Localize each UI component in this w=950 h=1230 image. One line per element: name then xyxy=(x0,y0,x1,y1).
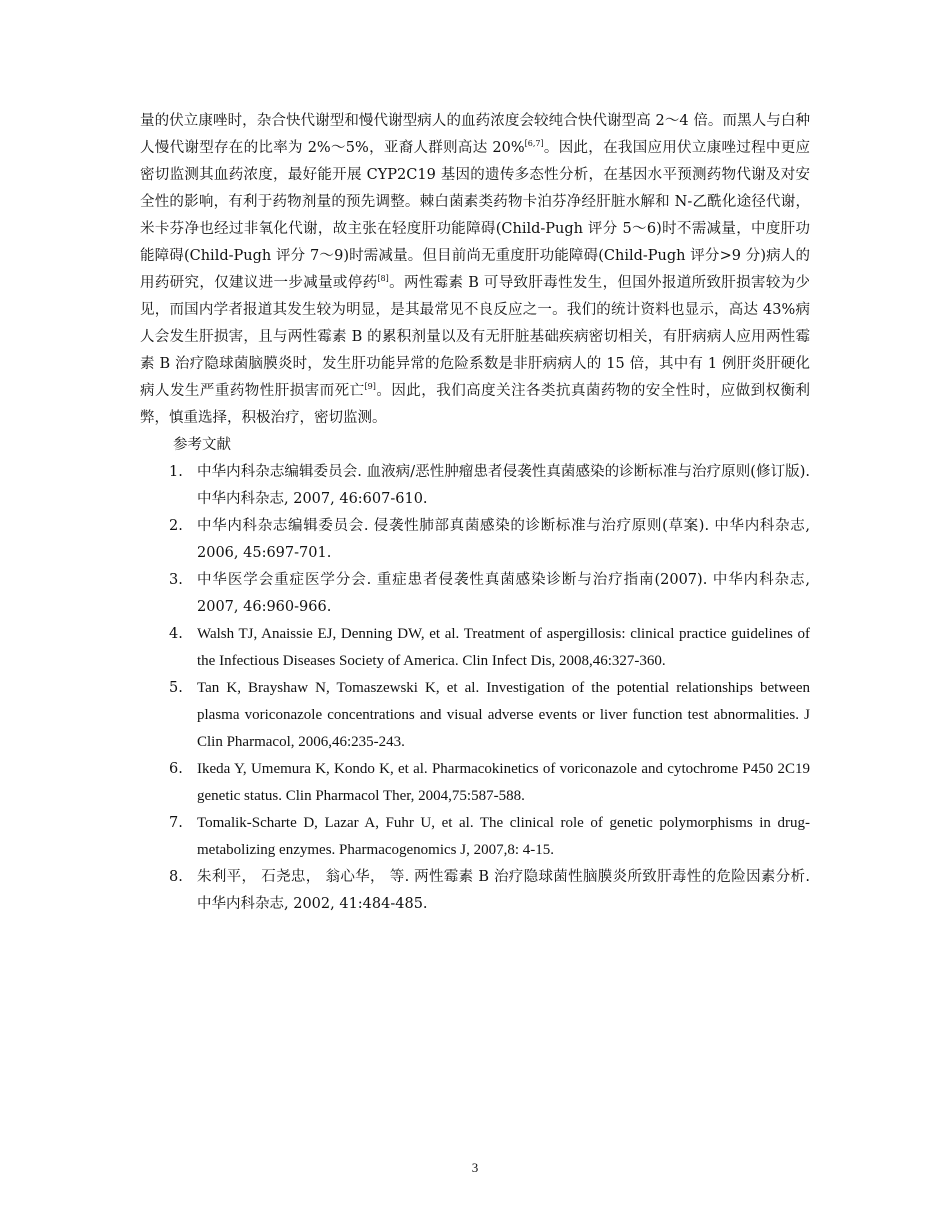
reference-number: 7. xyxy=(169,815,183,831)
reference-number: 8. xyxy=(169,869,183,885)
body-text-segment: 量的伏立康唑时，杂合快代谢型和慢代谢型病人的血药浓度会较纯合快代谢型高 2～4 倍。而黑人与白种人慢代谢型存在的比率为 2%～5%，亚裔人群则高达 20% xyxy=(140,113,810,156)
reference-number: 2. xyxy=(169,518,183,534)
reference-text: Walsh TJ, Anaissie EJ, Denning DW, et al. Treatment of aspergillosis: clinical practice guidelines of the Infectious Diseases Society of America. Clin Infect Dis, 2008,46:327-360. xyxy=(197,626,810,669)
reference-number: 1. xyxy=(169,464,183,480)
reference-number: 3. xyxy=(169,572,183,588)
reference-number: 6. xyxy=(169,761,183,777)
reference-number: 4. xyxy=(169,626,183,642)
page-number: 3 xyxy=(471,1160,479,1175)
body-text-segment: 。两性霉素 B 可导致肝毒性发生，但国外报道所致肝损害较为少见，而国内学者报道其发生较为明显，是其最常见不良反应之一。我们的统计资料也显示，高达 43%病人会发生肝损害，且与两性霉素 B 的累积剂量以及有无肝脏基础疾病密切相关，有肝病病人应用两性霉素 B 治疗隐球菌脑膜炎时，发生肝功能异常的危险系数是非肝病病人的 15 倍，其中有 1 例肝炎肝硬化病人发生严重药物性肝损害而死亡 xyxy=(140,275,811,399)
reference-item xyxy=(140,459,810,513)
body-paragraph xyxy=(140,108,810,432)
body-text-segment: 。因此，在我国应用伏立康唑过程中更应密切监测其血药浓度，最好能开展 CYP2C19 基因的遗传多态性分析，在基因水平预测药物代谢及对安全性的影响，有利于药物剂量的预先调整。棘白菌素类药物卡泊芬净经肝脏水解和 N-乙酰化途径代谢，米卡芬净也经过非氧化代谢，故主张在轻度肝功能障碍(Child-Pugh 评分 5～6)时不需减量，中度肝功能障碍(Child-Pugh 评分 7～9)时需减量。但目前尚无重度肝功能障碍(Child-Pugh 评分>9 分)病人的用药研究，仅建议进一步减量或停药 xyxy=(140,140,810,291)
citation-marker: [9] xyxy=(364,382,376,391)
reference-item xyxy=(140,810,810,864)
reference-item xyxy=(140,864,810,918)
reference-item xyxy=(140,567,810,621)
reference-item xyxy=(140,621,810,675)
reference-text: 朱利平， 石尧忠， 翁心华， 等. 两性霉素 B 治疗隐球菌性脑膜炎所致肝毒性的危险因素分析. 中华内科杂志, 2002, 41:484-485. xyxy=(197,869,810,912)
reference-text: 中华内科杂志编辑委员会. 侵袭性肺部真菌感染的诊断标准与治疗原则(草案). 中华内科杂志, 2006, 45:697-701. xyxy=(197,518,810,561)
reference-number: 5. xyxy=(169,680,183,696)
reference-text: 中华医学会重症医学分会. 重症患者侵袭性真菌感染诊断与治疗指南(2007). 中华内科杂志, 2007, 46:960-966. xyxy=(197,572,810,615)
body-text-segment: 。因此，我们高度关注各类抗真菌药物的安全性时，应做到权衡利弊，慎重选择，积极治疗，密切监测。 xyxy=(140,383,811,426)
citation-marker: [6,7] xyxy=(524,139,544,148)
page-body xyxy=(140,108,810,918)
citation-marker: [8] xyxy=(377,274,389,283)
references-heading: 参考文献 xyxy=(173,437,231,453)
reference-item xyxy=(140,756,810,810)
reference-text: Tomalik-Scharte D, Lazar A, Fuhr U, et al. The clinical role of genetic polymorphisms in drug-metabolizing enzymes. Pharmacogenomics J, 2007,8: 4-15. xyxy=(197,815,810,858)
reference-text: Ikeda Y, Umemura K, Kondo K, et al. Pharmacokinetics of voriconazole and cytochrome P450 2C19 genetic status. Clin Pharmacol Ther, 2004,75:587-588. xyxy=(197,761,810,804)
reference-item xyxy=(140,513,810,567)
reference-list xyxy=(140,459,810,918)
reference-item xyxy=(140,675,810,756)
reference-text: Tan K, Brayshaw N, Tomaszewski K, et al. Investigation of the potential relationships between plasma voriconazole concentrations and visual adverse events or liver function test abnormalities. J Clin Pharmacol, 2006,46:235-243. xyxy=(197,680,810,750)
reference-text: 中华内科杂志编辑委员会. 血液病/恶性肿瘤患者侵袭性真菌感染的诊断标准与治疗原则(修订版). 中华内科杂志, 2007, 46:607-610. xyxy=(197,464,810,507)
